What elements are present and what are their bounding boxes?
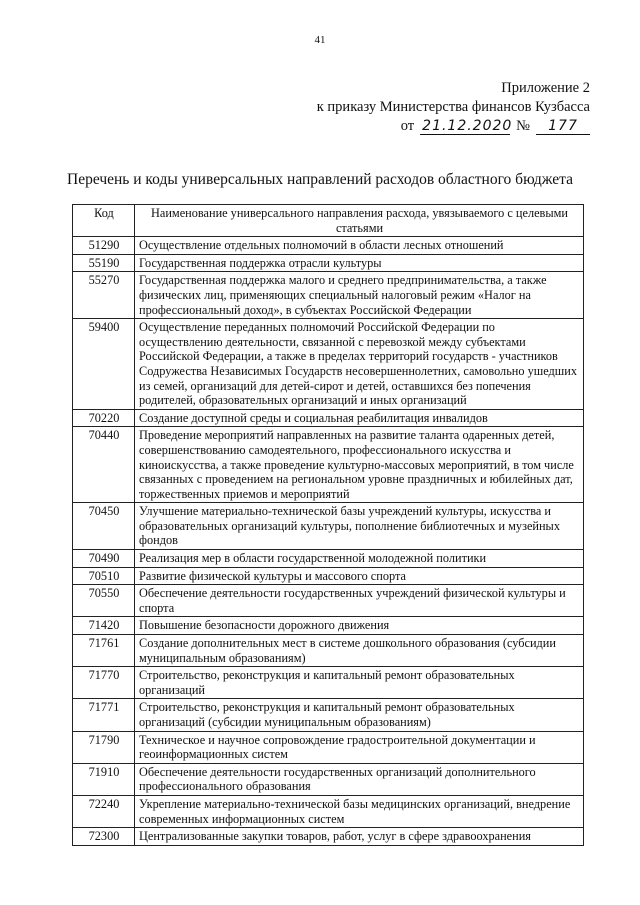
table-row — [73, 731, 584, 763]
row-name: Централизованные закупки товаров, работ, услуг в сфере здравоохранения — [135, 828, 584, 846]
expense-codes-table — [72, 204, 584, 846]
row-name: Строительство, реконструкция и капитальный ремонт образовательных организаций (субсидии муниципальным образованиям) — [135, 699, 584, 731]
table-row — [73, 763, 584, 795]
row-code: 55270 — [73, 272, 135, 319]
row-name: Техническое и научное сопровождение градостроительной документации и геоинформационных систем — [135, 731, 584, 763]
row-name: Обеспечение деятельности государственных учреждений физической культуры и спорта — [135, 585, 584, 617]
table-body — [73, 237, 584, 846]
number-label: № — [516, 118, 530, 134]
header-name: Наименование универсального направления расхода, увязываемого с целевыми статьями — [135, 205, 584, 237]
row-code: 70550 — [73, 585, 135, 617]
row-name: Проведение мероприятий направленных на развитие таланта одаренных детей, совершенствованию самодеятельного, профессионального искусства и киноискусства, а также проведение культурно-массовых мероприятий, в том числе связанных с проведением на региональном уровне праздничных и юбилейных дат, торжественных приемов и мероприятий — [135, 427, 584, 503]
row-code: 72300 — [73, 828, 135, 846]
row-code: 70450 — [73, 503, 135, 550]
row-name: Осуществление отдельных полномочий в области лесных отношений — [135, 237, 584, 255]
row-code: 59400 — [73, 319, 135, 410]
row-code: 70440 — [73, 427, 135, 503]
table-row — [73, 272, 584, 319]
table-header-row — [73, 205, 584, 237]
row-name: Государственная поддержка малого и среднего предпринимательства, а также физических лиц, применяющих специальный налоговый режим «Налог на профессиональный доход», в субъектах Российской Федерации — [135, 272, 584, 319]
header-code: Код — [73, 205, 135, 237]
table-row — [73, 550, 584, 568]
table-row — [73, 635, 584, 667]
row-code: 71761 — [73, 635, 135, 667]
appendix-date-line — [317, 117, 590, 136]
row-name: Осуществление переданных полномочий Российской Федерации по осуществлению деятельности, связанной с перевозкой между субъектами Российской Федерации, а также в пределах территорий государств - участников Содружества Независимых Государств несовершеннолетних, самовольно ушедших из семей, организаций для детей-сирот и детей, оставшихся без попечения родителей, образовательных организаций и иных организаций — [135, 319, 584, 410]
row-name: Обеспечение деятельности государственных организаций дополнительного профессионального образования — [135, 763, 584, 795]
table-row — [73, 795, 584, 827]
document-title: Перечень и коды универсальных направлений расходов областного бюджета — [67, 171, 573, 188]
row-name: Улучшение материально-технической базы учреждений культуры, искусства и образовательных организаций культуры, пополнение библиотечных и музейных фондов — [135, 503, 584, 550]
table-row — [73, 409, 584, 427]
row-name: Создание доступной среды и социальная реабилитация инвалидов — [135, 409, 584, 427]
table-row — [73, 567, 584, 585]
table-row — [73, 699, 584, 731]
table-row — [73, 617, 584, 635]
row-name: Развитие физической культуры и массового спорта — [135, 567, 584, 585]
row-code: 55190 — [73, 254, 135, 272]
table-row — [73, 237, 584, 255]
row-name: Создание дополнительных мест в системе дошкольного образования (субсидии муниципальным образованиям) — [135, 635, 584, 667]
appendix-title: Приложение 2 — [501, 80, 590, 96]
table-row — [73, 828, 584, 846]
row-code: 71790 — [73, 731, 135, 763]
page-number: 41 — [314, 34, 326, 46]
table-row — [73, 503, 584, 550]
row-name: Повышение безопасности дорожного движения — [135, 617, 584, 635]
handwritten-number: 177 — [536, 119, 590, 135]
row-name: Укрепление материально-технической базы медицинских организаций, внедрение современных информационных систем — [135, 795, 584, 827]
row-name: Государственная поддержка отрасли культуры — [135, 254, 584, 272]
table-row — [73, 585, 584, 617]
row-code: 71910 — [73, 763, 135, 795]
from-label: от — [400, 118, 415, 134]
table-row — [73, 319, 584, 410]
row-name: Реализация мер в области государственной молодежной политики — [135, 550, 584, 568]
row-code: 51290 — [73, 237, 135, 255]
appendix-order: к приказу Министерства финансов Кузбасса — [316, 99, 590, 115]
row-code: 71771 — [73, 699, 135, 731]
row-code: 72240 — [73, 795, 135, 827]
row-code: 71770 — [73, 667, 135, 699]
row-code: 70220 — [73, 409, 135, 427]
row-code: 70510 — [73, 567, 135, 585]
table-row — [73, 667, 584, 699]
table-row — [73, 254, 584, 272]
handwritten-date: 21.12.2020 — [422, 118, 513, 134]
row-code: 71420 — [73, 617, 135, 635]
row-name: Строительство, реконструкция и капитальный ремонт образовательных организаций — [135, 667, 584, 699]
appendix-block — [317, 79, 590, 136]
table-row — [73, 427, 584, 503]
row-code: 70490 — [73, 550, 135, 568]
